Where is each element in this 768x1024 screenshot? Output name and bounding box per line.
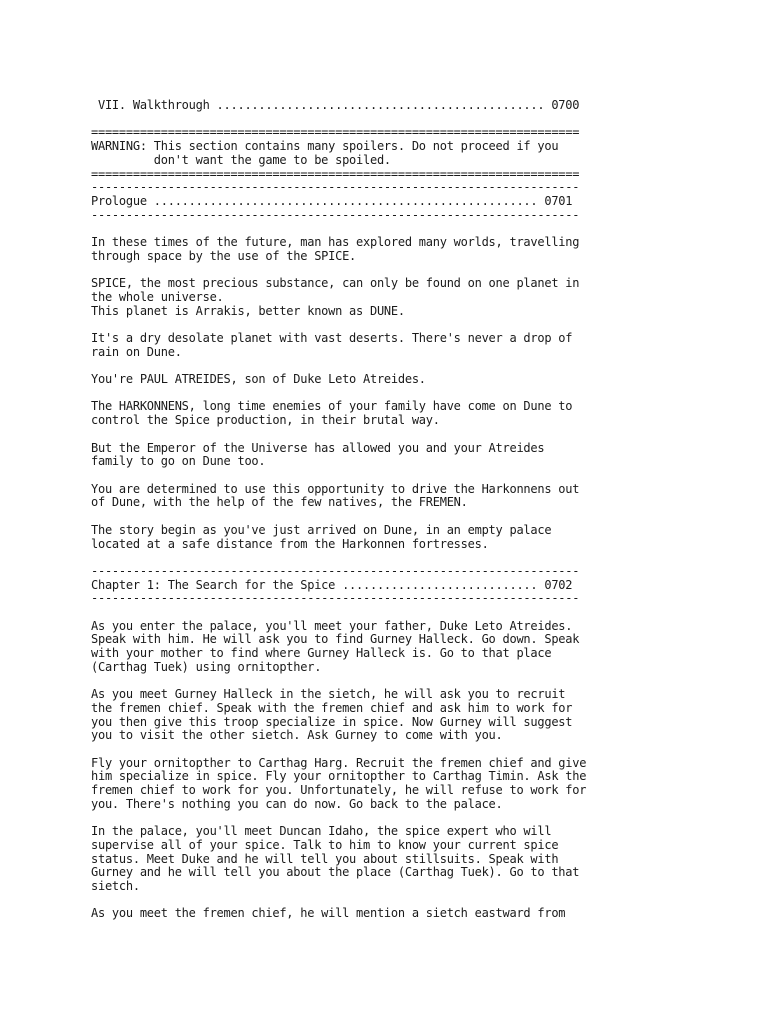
text-line: sietch. [91, 879, 140, 894]
text-line: SPICE, the most precious substance, can only be found on one planet in [91, 276, 580, 291]
text-line: It's a dry desolate planet with vast deserts. There's never a drop of [91, 330, 573, 345]
text-line: (Carthag Tuek) using ornitopther. [91, 659, 322, 674]
text-line: ---------------------------------------------------------------------- [91, 207, 580, 222]
text-line: ---------------------------------------------------------------------- [91, 591, 580, 606]
text-line: ====================================================================== [91, 125, 580, 140]
walkthrough-text [91, 99, 643, 921]
text-line: Fly your ornitopther to Carthag Harg. Recruit the fremen chief and give [91, 755, 587, 770]
text-line: In these times of the future, man has explored many worlds, travelling [91, 235, 580, 250]
text-line: The HARKONNENS, long time enemies of your family have come on Dune to [91, 399, 573, 414]
text-line: You're PAUL ATREIDES, son of Duke Leto Atreides. [91, 372, 426, 387]
text-line: control the Spice production, in their brutal way. [91, 413, 440, 428]
text-line: Prologue ....................................................... 0701 [91, 193, 573, 208]
text-line: of Dune, with the help of the few natives, the FREMEN. [91, 495, 468, 510]
text-line: the whole universe. [91, 289, 224, 304]
text-line: As you meet the fremen chief, he will mention a sietch eastward from [91, 906, 566, 921]
text-line: As you meet Gurney Halleck in the sietch, he will ask you to recruit [91, 687, 566, 702]
text-line: Chapter 1: The Search for the Spice ............................ 0702 [91, 577, 573, 592]
text-line: WARNING: This section contains many spoilers. Do not proceed if you [91, 139, 559, 154]
text-line: ---------------------------------------------------------------------- [91, 563, 580, 578]
text-line: fremen chief to work for you. Unfortunately, he will refuse to work for [91, 783, 587, 798]
text-line: status. Meet Duke and he will tell you about stillsuits. Speak with [91, 851, 559, 866]
text-line: family to go on Dune too. [91, 454, 266, 469]
text-line: located at a safe distance from the Harkonnen fortresses. [91, 536, 489, 551]
text-line: you. There's nothing you can do now. Go back to the palace. [91, 796, 503, 811]
text-line: you to visit the other sietch. Ask Gurney to come with you. [91, 728, 503, 743]
text-line: rain on Dune. [91, 344, 182, 359]
text-line: Speak with him. He will ask you to find Gurney Halleck. Go down. Speak [91, 632, 580, 647]
text-line: This planet is Arrakis, better known as DUNE. [91, 303, 405, 318]
text-line: ---------------------------------------------------------------------- [91, 180, 580, 195]
text-line: Gurney and he will tell you about the place (Carthag Tuek). Go to that [91, 865, 580, 880]
text-line: through space by the use of the SPICE. [91, 248, 357, 263]
text-line: You are determined to use this opportunity to drive the Harkonnens out [91, 481, 580, 496]
text-line: ====================================================================== [91, 166, 580, 181]
text-line: But the Emperor of the Universe has allowed you and your Atreides [91, 440, 545, 455]
text-line: The story begin as you've just arrived on Dune, in an empty palace [91, 522, 552, 537]
text-line: him specialize in spice. Fly your ornitopther to Carthag Timin. Ask the [91, 769, 587, 784]
text-line: with your mother to find where Gurney Halleck is. Go to that place [91, 646, 552, 661]
text-line: VII. Walkthrough ............................................... 0700 [91, 99, 580, 112]
text-line: supervise all of your spice. Talk to him to know your current spice [91, 837, 559, 852]
text-line: In the palace, you'll meet Duncan Idaho, the spice expert who will [91, 824, 552, 839]
text-line: don't want the game to be spoiled. [91, 152, 391, 167]
text-line: you then give this troop specialize in spice. Now Gurney will suggest [91, 714, 573, 729]
text-line: As you enter the palace, you'll meet your father, Duke Leto Atreides. [91, 618, 573, 633]
text-line: the fremen chief. Speak with the fremen chief and ask him to work for [91, 700, 573, 715]
